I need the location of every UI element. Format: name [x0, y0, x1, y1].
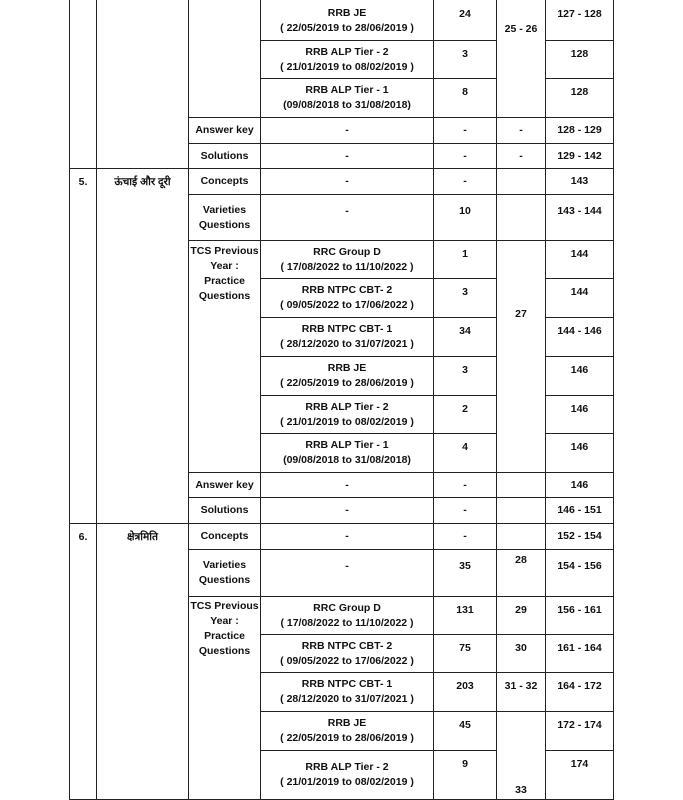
row-qs: 35	[459, 559, 471, 572]
exercise-cell: 33	[515, 784, 527, 796]
exercise-cell: 29	[515, 604, 527, 616]
row-qs: 75	[459, 642, 471, 654]
row-qs: 4	[462, 441, 468, 453]
row-page: 146 - 151	[557, 504, 602, 516]
exercise-cell: 28	[515, 553, 527, 566]
row-page: 128	[570, 86, 589, 98]
row-page: 146	[570, 364, 589, 376]
exercise-cell: 31 - 32	[504, 680, 538, 692]
tcs-label: TCS Previous Year : Practice Questions	[190, 245, 259, 302]
row-topic: RRB ALP Tier - 2 ( 21/01/2019 to 08/02/2019 )	[280, 761, 414, 788]
cell-dash: -	[463, 149, 467, 162]
exercise-cell: 25 - 26	[504, 22, 538, 35]
concepts-label: Concepts	[200, 175, 249, 187]
cell-dash: -	[345, 124, 349, 136]
row-page: 152 - 154	[557, 530, 602, 542]
row-topic: RRB ALP Tier - 2 ( 21/01/2019 to 08/02/2019 )	[280, 45, 414, 73]
cell-dash: -	[463, 478, 467, 491]
row-page: 128 - 129	[557, 124, 602, 136]
row-qs: 2	[462, 403, 468, 415]
row-page: 144 - 146	[557, 325, 602, 337]
section-number: 5.	[78, 175, 88, 188]
row-qs: 203	[456, 680, 474, 692]
tcs-label: TCS Previous Year : Practice Questions	[190, 600, 259, 657]
row-page: 143	[570, 175, 589, 187]
row-topic: RRB NTPC CBT- 2 ( 09/05/2022 to 17/06/2022 )	[280, 639, 414, 667]
cell-dash: -	[345, 559, 349, 572]
solutions-label: Solutions	[200, 504, 249, 516]
row-topic: RRB ALP Tier - 2 ( 21/01/2019 to 08/02/2019 )	[280, 400, 414, 428]
cell-dash: -	[519, 149, 523, 162]
row-page: 174	[570, 758, 589, 770]
row-page: 127 - 128	[557, 8, 602, 20]
row-qs: 1	[462, 248, 468, 260]
row-topic: RRB ALP Tier - 1 (09/08/2018 to 31/08/2018)	[283, 84, 411, 111]
row-qs: 3	[462, 364, 468, 376]
row-qs: 9	[462, 758, 468, 770]
exercise-cell: 27	[515, 307, 527, 320]
row-page: 146	[570, 478, 589, 491]
row-topic: RRC Group D ( 17/08/2022 to 11/10/2022 )	[280, 245, 414, 273]
varieties-label: Varieties Questions	[198, 559, 251, 586]
row-page: 146	[570, 441, 589, 453]
row-topic: RRB ALP Tier - 1 (09/08/2018 to 31/08/2018)	[283, 439, 411, 466]
cell-dash: -	[345, 478, 349, 491]
row-page: 128	[570, 48, 589, 60]
chapter-title: क्षेत्रमिति	[126, 530, 159, 543]
row-topic: RRB JE ( 22/05/2019 to 28/06/2019 )	[280, 362, 414, 389]
row-topic: RRB JE ( 22/05/2019 to 28/06/2019 )	[280, 6, 414, 34]
row-qs: 8	[462, 86, 468, 98]
row-qs: 131	[456, 604, 474, 616]
row-qs: 3	[462, 286, 468, 298]
cell-dash: -	[345, 149, 349, 162]
cell-dash: -	[463, 124, 467, 136]
row-page: 129 - 142	[557, 149, 602, 162]
row-page: 146	[570, 403, 589, 415]
row-topic: RRB JE ( 22/05/2019 to 28/06/2019 )	[280, 717, 414, 744]
row-page: 161 - 164	[557, 642, 602, 654]
cell-dash: -	[345, 504, 349, 516]
row-page: 172 - 174	[557, 719, 602, 731]
row-topic: RRB NTPC CBT- 1 ( 28/12/2020 to 31/07/2021 )	[280, 678, 414, 705]
row-page: 154 - 156	[557, 559, 602, 572]
row-page: 143 - 144	[557, 204, 602, 217]
cell-dash: -	[345, 204, 349, 217]
cell-dash: -	[463, 504, 467, 516]
cell-dash: -	[345, 175, 349, 187]
row-topic: RRB NTPC CBT- 2 ( 09/05/2022 to 17/06/2022 )	[280, 284, 414, 311]
row-page: 144	[570, 286, 589, 298]
cell-dash: -	[519, 124, 523, 136]
cell-dash: -	[345, 530, 349, 542]
solutions-label: Solutions	[200, 149, 249, 162]
answer-key-label: Answer key	[195, 478, 254, 491]
chapter-title: ऊंचाई और दूरी	[114, 175, 171, 188]
varieties-label: Varieties Questions	[198, 203, 251, 231]
row-page: 164 - 172	[557, 680, 602, 692]
row-page: 144	[570, 248, 589, 260]
row-qs: 45	[459, 719, 471, 731]
row-qs: 10	[459, 204, 471, 217]
row-qs: 3	[462, 48, 468, 60]
row-topic: RRB NTPC CBT- 1 ( 28/12/2020 to 31/07/2021 )	[280, 323, 414, 350]
row-topic: RRC Group D ( 17/08/2022 to 11/10/2022 )	[280, 601, 414, 629]
answer-key-label: Answer key	[195, 124, 254, 136]
cell-dash: -	[463, 530, 467, 542]
exercise-cell: 30	[515, 642, 527, 654]
section-number: 6.	[78, 530, 88, 543]
concepts-label: Concepts	[200, 530, 249, 542]
row-page: 156 - 161	[557, 604, 602, 616]
row-qs: 24	[459, 8, 471, 20]
cell-dash: -	[463, 175, 467, 187]
row-qs: 34	[459, 325, 471, 337]
